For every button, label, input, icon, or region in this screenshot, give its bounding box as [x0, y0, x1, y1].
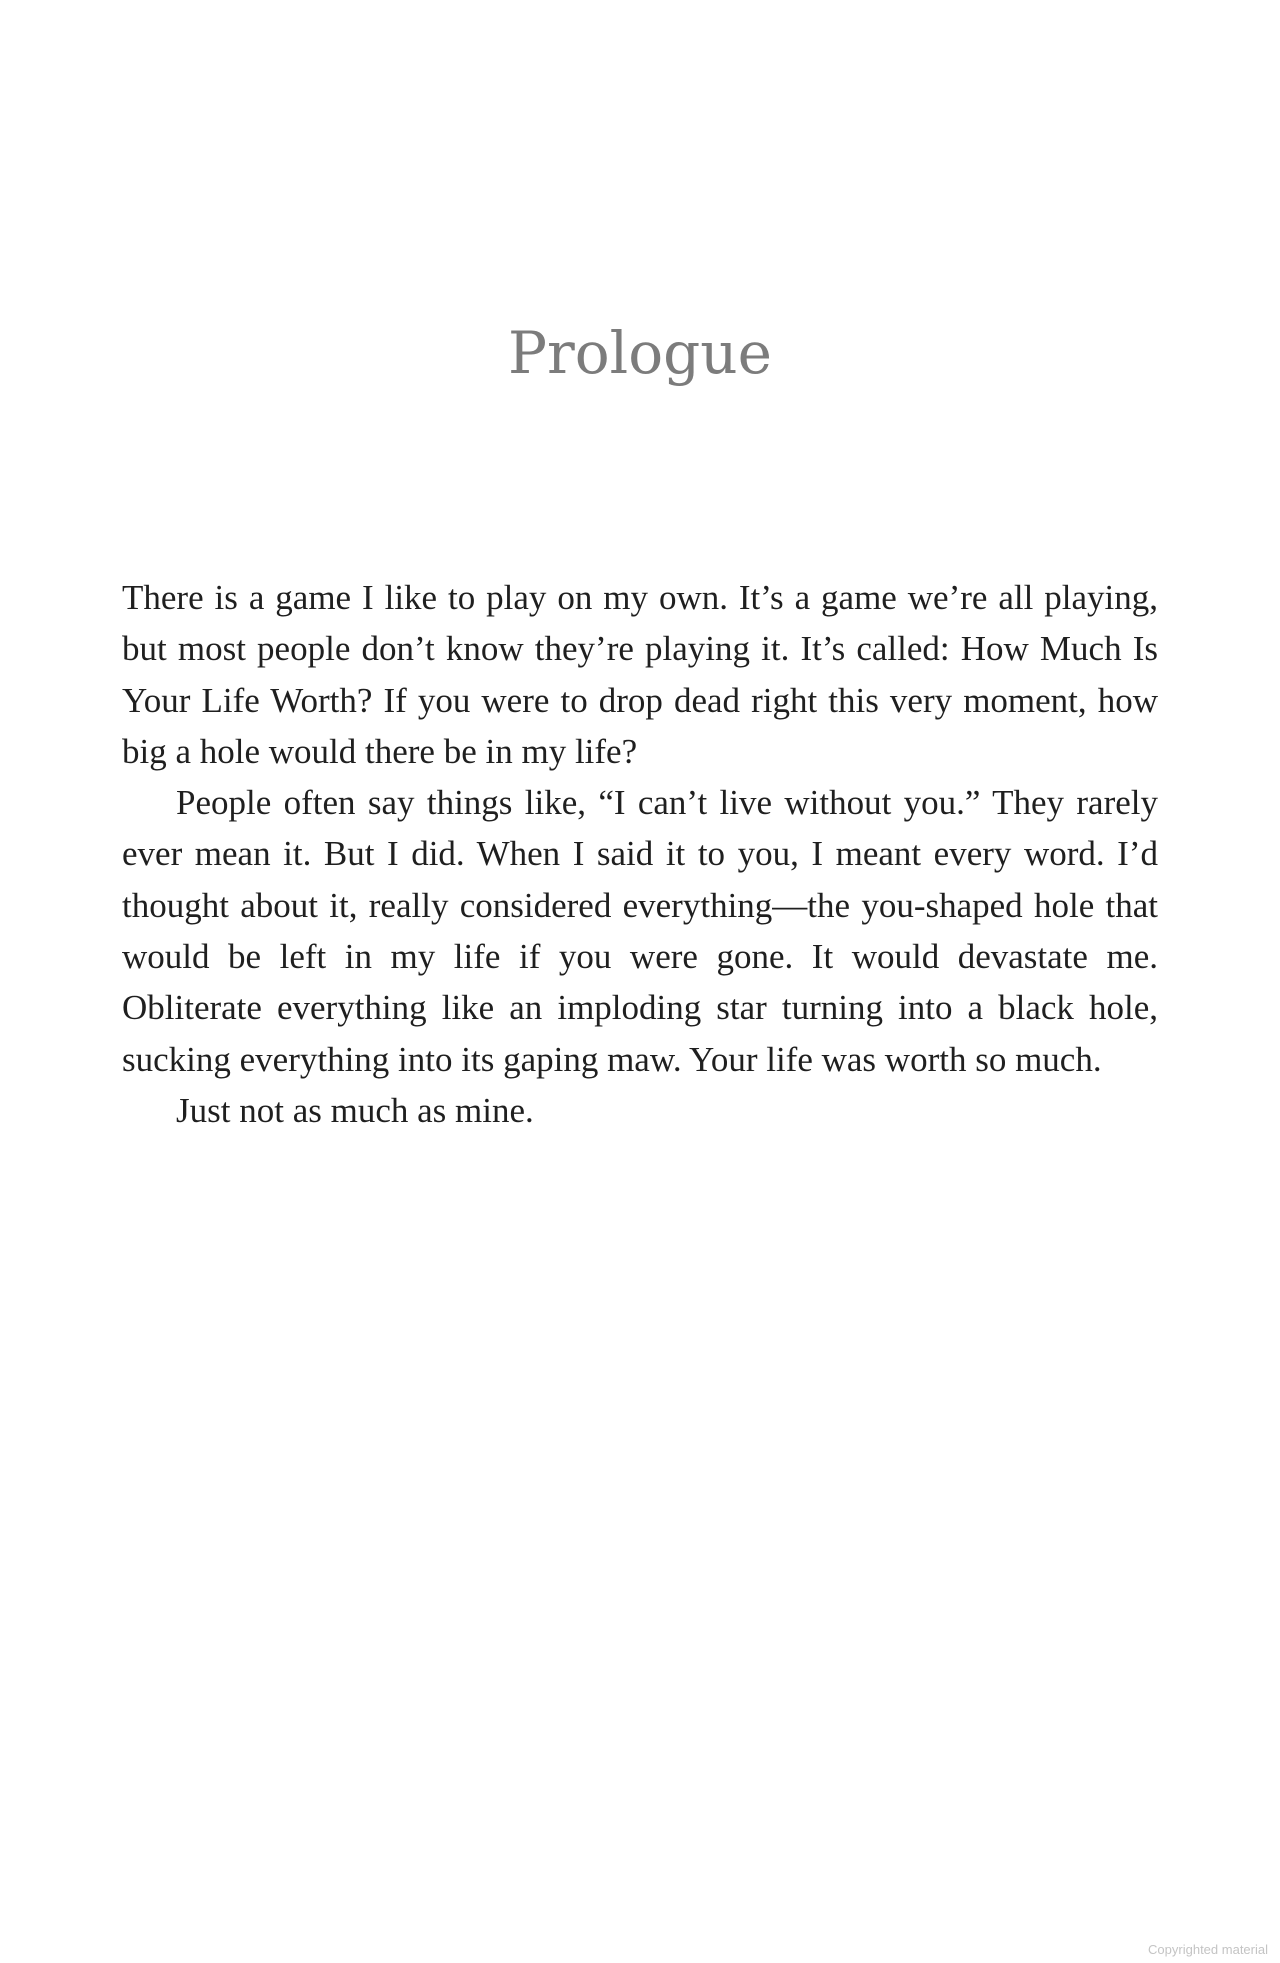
- paragraph-1: There is a game I like to play on my own. It’s a game we’re all playing, but most people don’t know they’re playing it. It’s called: How Much Is Your Life Worth? If you were to drop dead right this very moment, how big a hole would there be in my life?: [122, 578, 1158, 771]
- chapter-body: [122, 572, 1158, 1136]
- copyright-notice: Copyrighted material: [1148, 1942, 1268, 1957]
- chapter-title: Prologue: [508, 319, 772, 387]
- paragraph-2: People often say things like, “I can’t live without you.” They rarely ever mean it. But I did. When I said it to you, I meant every word. I’d thought about it, really considered everything—the you-shaped hole that would be left in my life if you were gone. It would devastate me. Obliterate everything like an imploding star turning into a black hole, sucking everything into its gaping maw. Your life was worth so much.: [122, 783, 1158, 1079]
- paragraph-3: Just not as much as mine.: [176, 1090, 534, 1130]
